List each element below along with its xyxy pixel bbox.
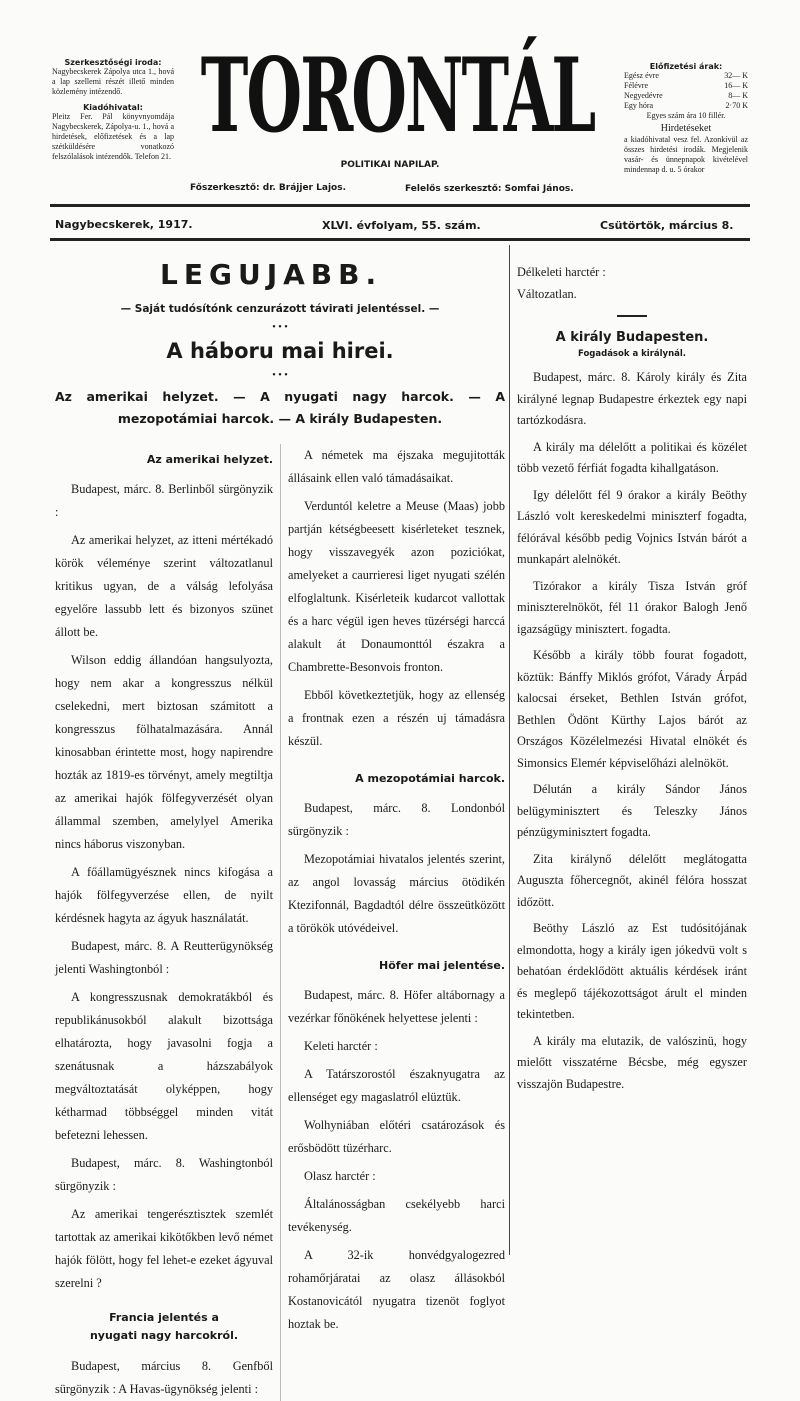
editorial-office-title: Szerkesztőségi iroda: (64, 58, 162, 67)
article-heading: A mezopotámiai harcok. (355, 772, 505, 785)
paragraph: Igy délelőtt fél 9 órakor a király Beöthy László volt kereskedelmi miniszterf fogadta, félórával később pedig Vojnics István bárót a munkapárt alelnökét. (517, 487, 747, 566)
column-2 (280, 444, 505, 1401)
paragraph: Beöthy László az Est tudósitójának elmondotta, hogy a király igen jókedvü volt s behatóan érdeklődött aktuális kérdések iránt és meglepő tájékozottságot árult el minden tekintetben. (517, 921, 747, 1021)
paragraph: Délkeleti harctér : (517, 265, 606, 279)
dateline-day: Csütörtök, március 8. (600, 219, 734, 232)
paragraph: Budapest, márc. 8. Berlinből sürgönyzik : (55, 482, 273, 519)
price-row (624, 91, 748, 101)
paragraph: Olasz harctér : (304, 1169, 376, 1183)
dateline-issue: XLVI. évfolyam, 55. szám. (322, 219, 481, 232)
lead-dots: • • • (272, 322, 288, 333)
lead-headline: A háboru mai hirei. (166, 339, 394, 363)
article-heading: A király Budapesten. (555, 330, 709, 345)
subtitle: POLITIKAI NAPILAP. (340, 160, 440, 170)
lead-title: LEGUJABB. (160, 258, 383, 291)
price-row (624, 81, 748, 91)
price-label: Egy hóra (624, 101, 654, 110)
price-label: Félévre (624, 81, 648, 90)
paragraph: Budapest, márc. 8. Höfer altábornagy a vezérkar főnökének helyettese jelenti : (288, 988, 505, 1025)
article-subheading: Fogadások a királynál. (577, 349, 687, 359)
price-row (624, 101, 748, 111)
paragraph: Zita királynő délelőtt meglátogatta Auguszta főhercegnőt, akinél félóra hosszat időzött. (517, 851, 747, 909)
paragraph: Budapest, márc. 8. Károly király és Zita királyné legnap Budapestre érkeztek egy napi tartózkodásra. (517, 370, 747, 427)
price-value: 2·70 K (725, 101, 748, 110)
paragraph: Mezopotámiai hivatalos jelentés szerint, az angol lovasság március ötödikén Ktezifonnál, Bagdadtól délre összeütközött a törökök utóvédeivel. (288, 852, 505, 935)
paragraph: A 32-ik honvédgyalogezred rohamőrjáratai az olasz állásokból Kostanovicától nyugatra tizenöt foglyot hoztak be. (288, 1248, 505, 1331)
lead-summary: Az amerikai helyzet. — A nyugati nagy harcok. — A mezopotámiai harcok. — A király Budapesten. (55, 389, 505, 426)
paragraph: Az amerikai tengerésztisztek szemlét tartottak az amerikai kikötőkben levő német hajók fölött, hogy fel lehet-e ezeket ágyuval szerelni ? (55, 1207, 273, 1290)
paragraph: Budapest, márc. 8. A Reutterügynökség jelenti Washingtonból : (55, 939, 273, 976)
subscription-block (624, 62, 748, 175)
divider (50, 238, 750, 241)
lead-section (55, 258, 505, 430)
paragraph: A Tatárszorostól északnyugatra az ellenséget egy magaslatról elüztük. (288, 1067, 505, 1104)
paragraph: Általánosságban csekélyebb harci tevékenység. (288, 1197, 505, 1234)
column-rule (509, 245, 510, 1255)
left-area (55, 252, 505, 1401)
editorial-office-text: Nagybecskerek Zápolya utca 1., hová a lap szellemi részét illető minden közlemény intézendő. (52, 67, 174, 96)
price-value: 16— K (724, 81, 748, 90)
price-label: Egész évre (624, 71, 659, 80)
paragraph: A főállamügyésznek nincs kifogása a hajók fölfegyverzése ellen, de nyilt kérdésnek hagyta az ágyuk használatát. (55, 865, 273, 925)
price-value: 32— K (724, 71, 748, 80)
price-label: Negyedévre (624, 91, 663, 100)
lead-dots-2: • • • (272, 370, 288, 381)
ads-text: a kiadóhivatal vesz fel. Azonkívül az összes hirdetési irodák. Megjelenik vasár- és ünnepnapok kivételével mindennap d. u. 5 órakor (624, 135, 748, 174)
article-heading: Az amerikai helyzet. (146, 453, 273, 466)
editorial-office-block (52, 58, 174, 162)
publisher-title: Kiadóhivatal: (83, 103, 143, 112)
paragraph: Wolhyniában előtéri csatározások és erősbödött tüzérharc. (288, 1118, 505, 1155)
paragraph: Délután a király Sándor János belügyminisztert és Teleszky János pénzügyminisztert fogadta. (517, 782, 747, 839)
paragraph: Budapest, márc. 8. Londonból sürgönyzik : (288, 801, 505, 838)
column-3 (517, 262, 747, 1095)
paragraph: Tizórakor a király Tisza István gróf miniszterelnököt, fél 11 órakor Balogh Jenő igazságügy minisztert. fogadta. (517, 578, 747, 636)
masthead-logo: TORONTÁL (200, 36, 595, 157)
paragraph: Budapest, márc. 8. Washingtonból sürgönyzik : (55, 1156, 273, 1193)
paragraph: Verduntól keletre a Meuse (Maas) jobb partján kétségbeesett kisérleteket tesznek, hogy visszavegyék azon poziciókat, amelyeket a caurrieresi liget nyugati szélén elfoglaltunk. Kisérleteik kudarcot vallottak és a harc végül igen heves tüzérségi harccá alakult át Donaumonttól északra a Chambrette-Besonvois fronton. (288, 499, 505, 674)
paragraph: A király ma délelőtt a politikai és közélet több vezető férfiát fogadta kihallgatáson. (517, 439, 747, 475)
paragraph: A kongresszusnak demokratákból és republikánusokból alakult bizottsága elhatározta, hogy javasolni fogja a szenátusnak a házszabályok megváltoztatását olyképpen, hogy kétharmad többséggel minden vitát befetezni lehessen. (55, 990, 273, 1142)
paragraph: A németek ma éjszaka megujitották állásaink ellen való támadásaikat. (288, 448, 505, 485)
paragraph: Wilson eddig állandóan hangsulyozta, hogy nem akar a kongresszus nélkül cselekedni, mert biztosan számitott a kongresszus fölhatalmazására. Annál kinosabban érintette most, hogy napirendre hozták az 1819-es törvényt, amely megtiltja az amerikai hajók fölfegyverzését olyan állammal szemben, amelylyel Amerika nincs háborus viszonyban. (55, 653, 273, 851)
paragraph: Változatlan. (517, 286, 577, 301)
paragraph: A király ma elutazik, de valószinü, hogy mielőtt visszatérne Bécsbe, még egyszer visszajön Budapestre. (517, 1033, 747, 1091)
lead-subtitle: — Saját tudósítónk cenzurázott távirati jelentéssel. — (120, 303, 440, 315)
divider (50, 204, 750, 207)
responsible-editor: Felelős szerkesztő: Somfai János. (405, 184, 574, 194)
paragraph: Keleti harctér : (304, 1039, 378, 1053)
price-value: 8— K (728, 91, 748, 100)
dateline-place: Nagybecskerek, 1917. (55, 218, 193, 231)
publisher-text: Pleitz Fer. Pál könyvnyomdája Nagybecskerek, Zápolya-u. 1., hová a hirdetések, előfizetések és a lap szétküldésére vonatkozó felszólalások intézendők. Telefon 21. (52, 112, 174, 161)
single-copy-price: Egyes szám ára 10 fillér. (646, 111, 726, 120)
two-column-area (55, 444, 505, 1401)
prices-title: Előfizetési árak: (649, 62, 723, 71)
article-heading: Höfer mai jelentése. (379, 959, 505, 972)
article-heading: Francia jelentés a nyugati nagy harcokról. (89, 1311, 239, 1342)
column-1 (55, 444, 280, 1401)
paragraph: Budapest, március 8. Genfből sürgönyzik : A Havas-ügynökség jelenti : (55, 1359, 273, 1396)
paragraph: Az amerikai helyzet, az itteni mértékadó körök véleménye szerint változatlanul kritikus ugyan, de a válság lefolyása egyelőre lassubb lett és bizonyos szünet állott be. (55, 533, 273, 639)
divider (617, 315, 647, 317)
paragraph: Később a király több fourat fogadott, köztük: Bánffy Miklós grófot, Várady Árpád kalocsai érseket, Bethlen István grófot, Bethlen Ödönt Kürthy Lajos bárót az Országos Közélelmezési Hivatal elnökét és Simonsics Elemér képviselőházi alelnököt. (517, 648, 747, 770)
paragraph: Ebből következtetjük, hogy az ellenség a frontnak ezen a részén uj támadásra készül. (288, 688, 505, 748)
editor-in-chief: Főszerkesztő: dr. Brájjer Lajos. (190, 183, 346, 193)
price-row (624, 71, 748, 81)
ads-title: Hirdetéseket (660, 123, 712, 134)
